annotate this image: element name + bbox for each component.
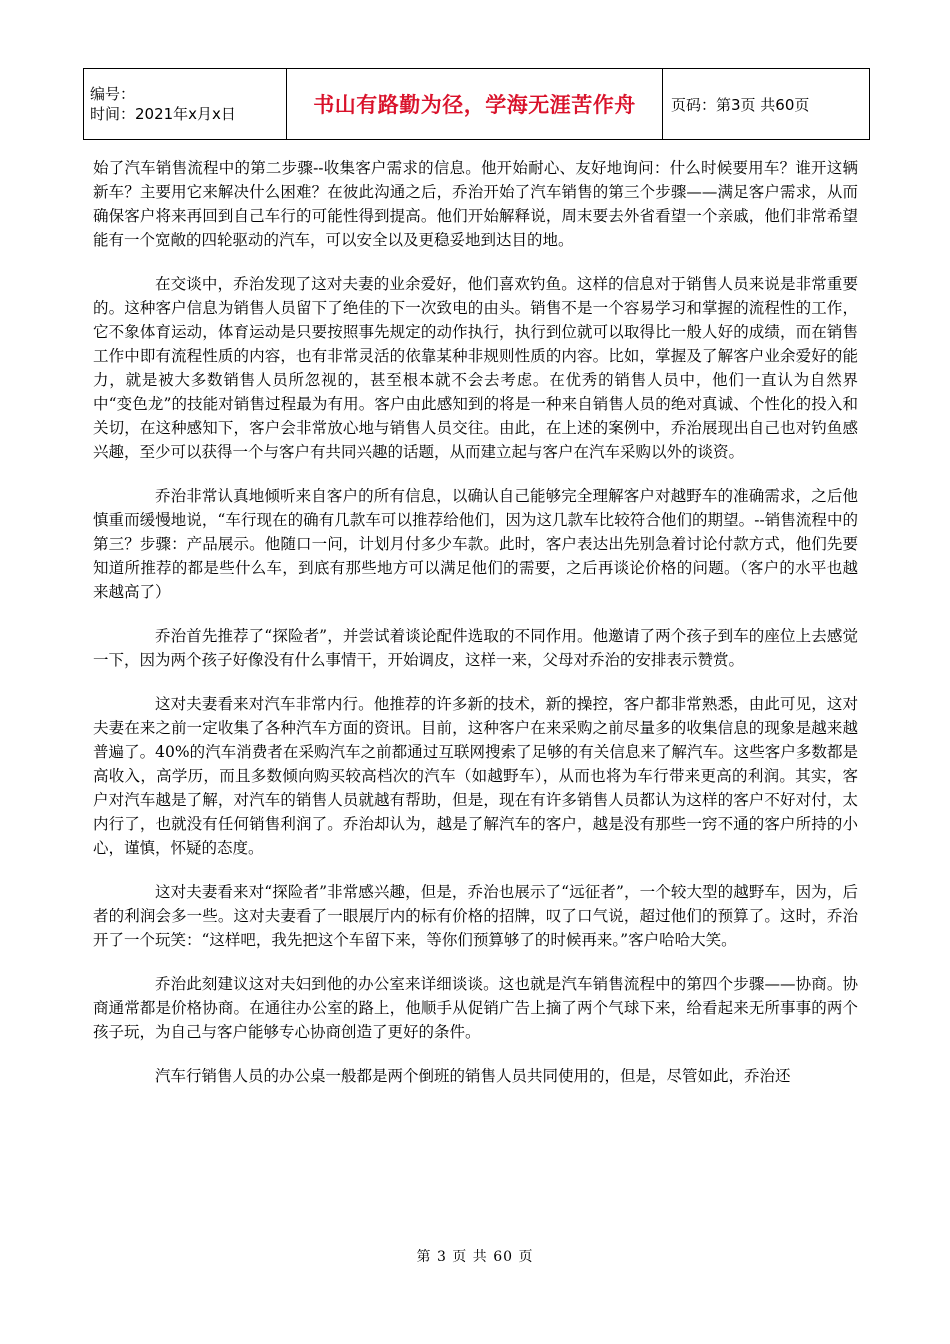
paragraph-2: 在交谈中，乔治发现了这对夫妻的业余爱好，他们喜欢钓鱼。这样的信息对于销售人员来说是非常重要的。这种客户信息为销售人员留下了绝佳的下一次致电的由头。销售不是一个容易学习和掌握的流程性的工作，它不象体育运动，体育运动是只要按照事先规定的动作执行，执行到位就可以取得比一般人好的成绩，而在销售工作中即有流程性质的内容，也有非常灵活的依靠某种非规则性质的内容。比如，掌握及了解客户业余爱好的能力，就是被大多数销售人员所忽视的，甚至根本就不会去考虑。在优秀的销售人员中，他们一直认为自然界中“变色龙”的技能对销售过程最为有用。客户由此感知到的将是一种来自销售人员的绝对真诚、个性化的投入和关切，在这种感知下，客户会非常放心地与销售人员交往。由此，在上述的案例中，乔治展现出自己也对钓鱼感兴趣，至少可以获得一个与客户有共同兴趣的话题，从而建立起与客户在汽车采购以外的谈资。 bbox=[93, 275, 858, 461]
header-page-number: 页码：第3页 共60页 bbox=[663, 69, 870, 140]
document-number-label: 编号： bbox=[90, 85, 136, 103]
paragraph-8: 汽车行销售人员的办公桌一般都是两个倒班的销售人员共同使用的，但是，尽管如此，乔治还 bbox=[155, 1067, 791, 1085]
paragraph-3: 乔治非常认真地倾听来自客户的所有信息，以确认自己能够完全理解客户对越野车的准确需求，之后他慎重而缓慢地说，“车行现在的确有几款车可以推荐给他们，因为这几款车比较符合他们的期望。--销售流程中的第三？步骤：产品展示。他随口一问，计划月付多少车款。此时，客户表达出先别急着讨论付款方式，他们先要知道所推荐的都是些什么车，到底有那些地方可以满足他们的需要，之后再谈论价格的问题。（客户的水平也越来越高了） bbox=[93, 487, 858, 601]
paragraph-6: 这对夫妻看来对“探险者”非常感兴趣，但是，乔治也展示了“远征者”，一个较大型的越野车，因为，后者的利润会多一些。这对夫妻看了一眼展厅内的标有价格的招牌，叹了口气说，超过他们的预算了。这时，乔治开了一个玩笑：“这样吧，我先把这个车留下来，等你们预算够了的时候再来。”客户哈哈大笑。 bbox=[93, 883, 858, 949]
header-motto: 书山有路勤为径，学海无涯苦作舟 bbox=[287, 69, 663, 140]
header-meta bbox=[84, 69, 287, 140]
paragraph-7: 乔治此刻建议这对夫妇到他的办公室来详细谈谈。这也就是汽车销售流程中的第四个步骤——协商。协商通常都是价格协商。在通往办公室的路上，他顺手从促销广告上摘了两个气球下来，给看起来无所事事的两个孩子玩，为自己与客户能够专心协商创造了更好的条件。 bbox=[93, 975, 858, 1041]
paragraph-4: 乔治首先推荐了“探险者”，并尝试着谈论配件选取的不同作用。他邀请了两个孩子到车的座位上去感觉一下，因为两个孩子好像没有什么事情干，开始调皮，这样一来，父母对乔治的安排表示赞赏。 bbox=[93, 627, 858, 669]
paragraph-5: 这对夫妻看来对汽车非常内行。他推荐的许多新的技术，新的操控，客户都非常熟悉，由此可见，这对夫妻在来之前一定收集了各种汽车方面的资讯。目前，这种客户在来采购之前尽量多的收集信息的现象是越来越普遍了。40%的汽车消费者在采购汽车之前都通过互联网搜索了足够的有关信息来了解汽车。这些客户多数都是高收入，高学历，而且多数倾向购买较高档次的汽车（如越野车），从而也将为车行带来更高的利润。其实，客户对汽车越是了解，对汽车的销售人员就越有帮助，但是，现在有许多销售人员都认为这样的客户不好对付，太内行了，也就没有任何销售利润了。乔治却认为，越是了解汽车的客户，越是没有那些一窍不通的客户所持的小心，谨慎，怀疑的态度。 bbox=[93, 695, 858, 857]
paragraph-1: 始了汽车销售流程中的第二步骤--收集客户需求的信息。他开始耐心、友好地询问：什么时候要用车？谁开这辆新车？主要用它来解决什么困难？在彼此沟通之后，乔治开始了汽车销售的第三个步骤——满足客户需求，从而确保客户将来再回到自己车行的可能性得到提高。他们开始解释说，周末要去外省看望一个亲戚，他们非常希望能有一个宽敞的四轮驱动的汽车，可以安全以及更稳妥地到达目的地。 bbox=[93, 159, 858, 249]
document-time-label: 时间：2021年x月x日 bbox=[90, 105, 236, 123]
page-header bbox=[83, 68, 870, 140]
page-footer: 第 3 页 共 60 页 bbox=[416, 1249, 534, 1265]
document-body bbox=[93, 156, 858, 1088]
